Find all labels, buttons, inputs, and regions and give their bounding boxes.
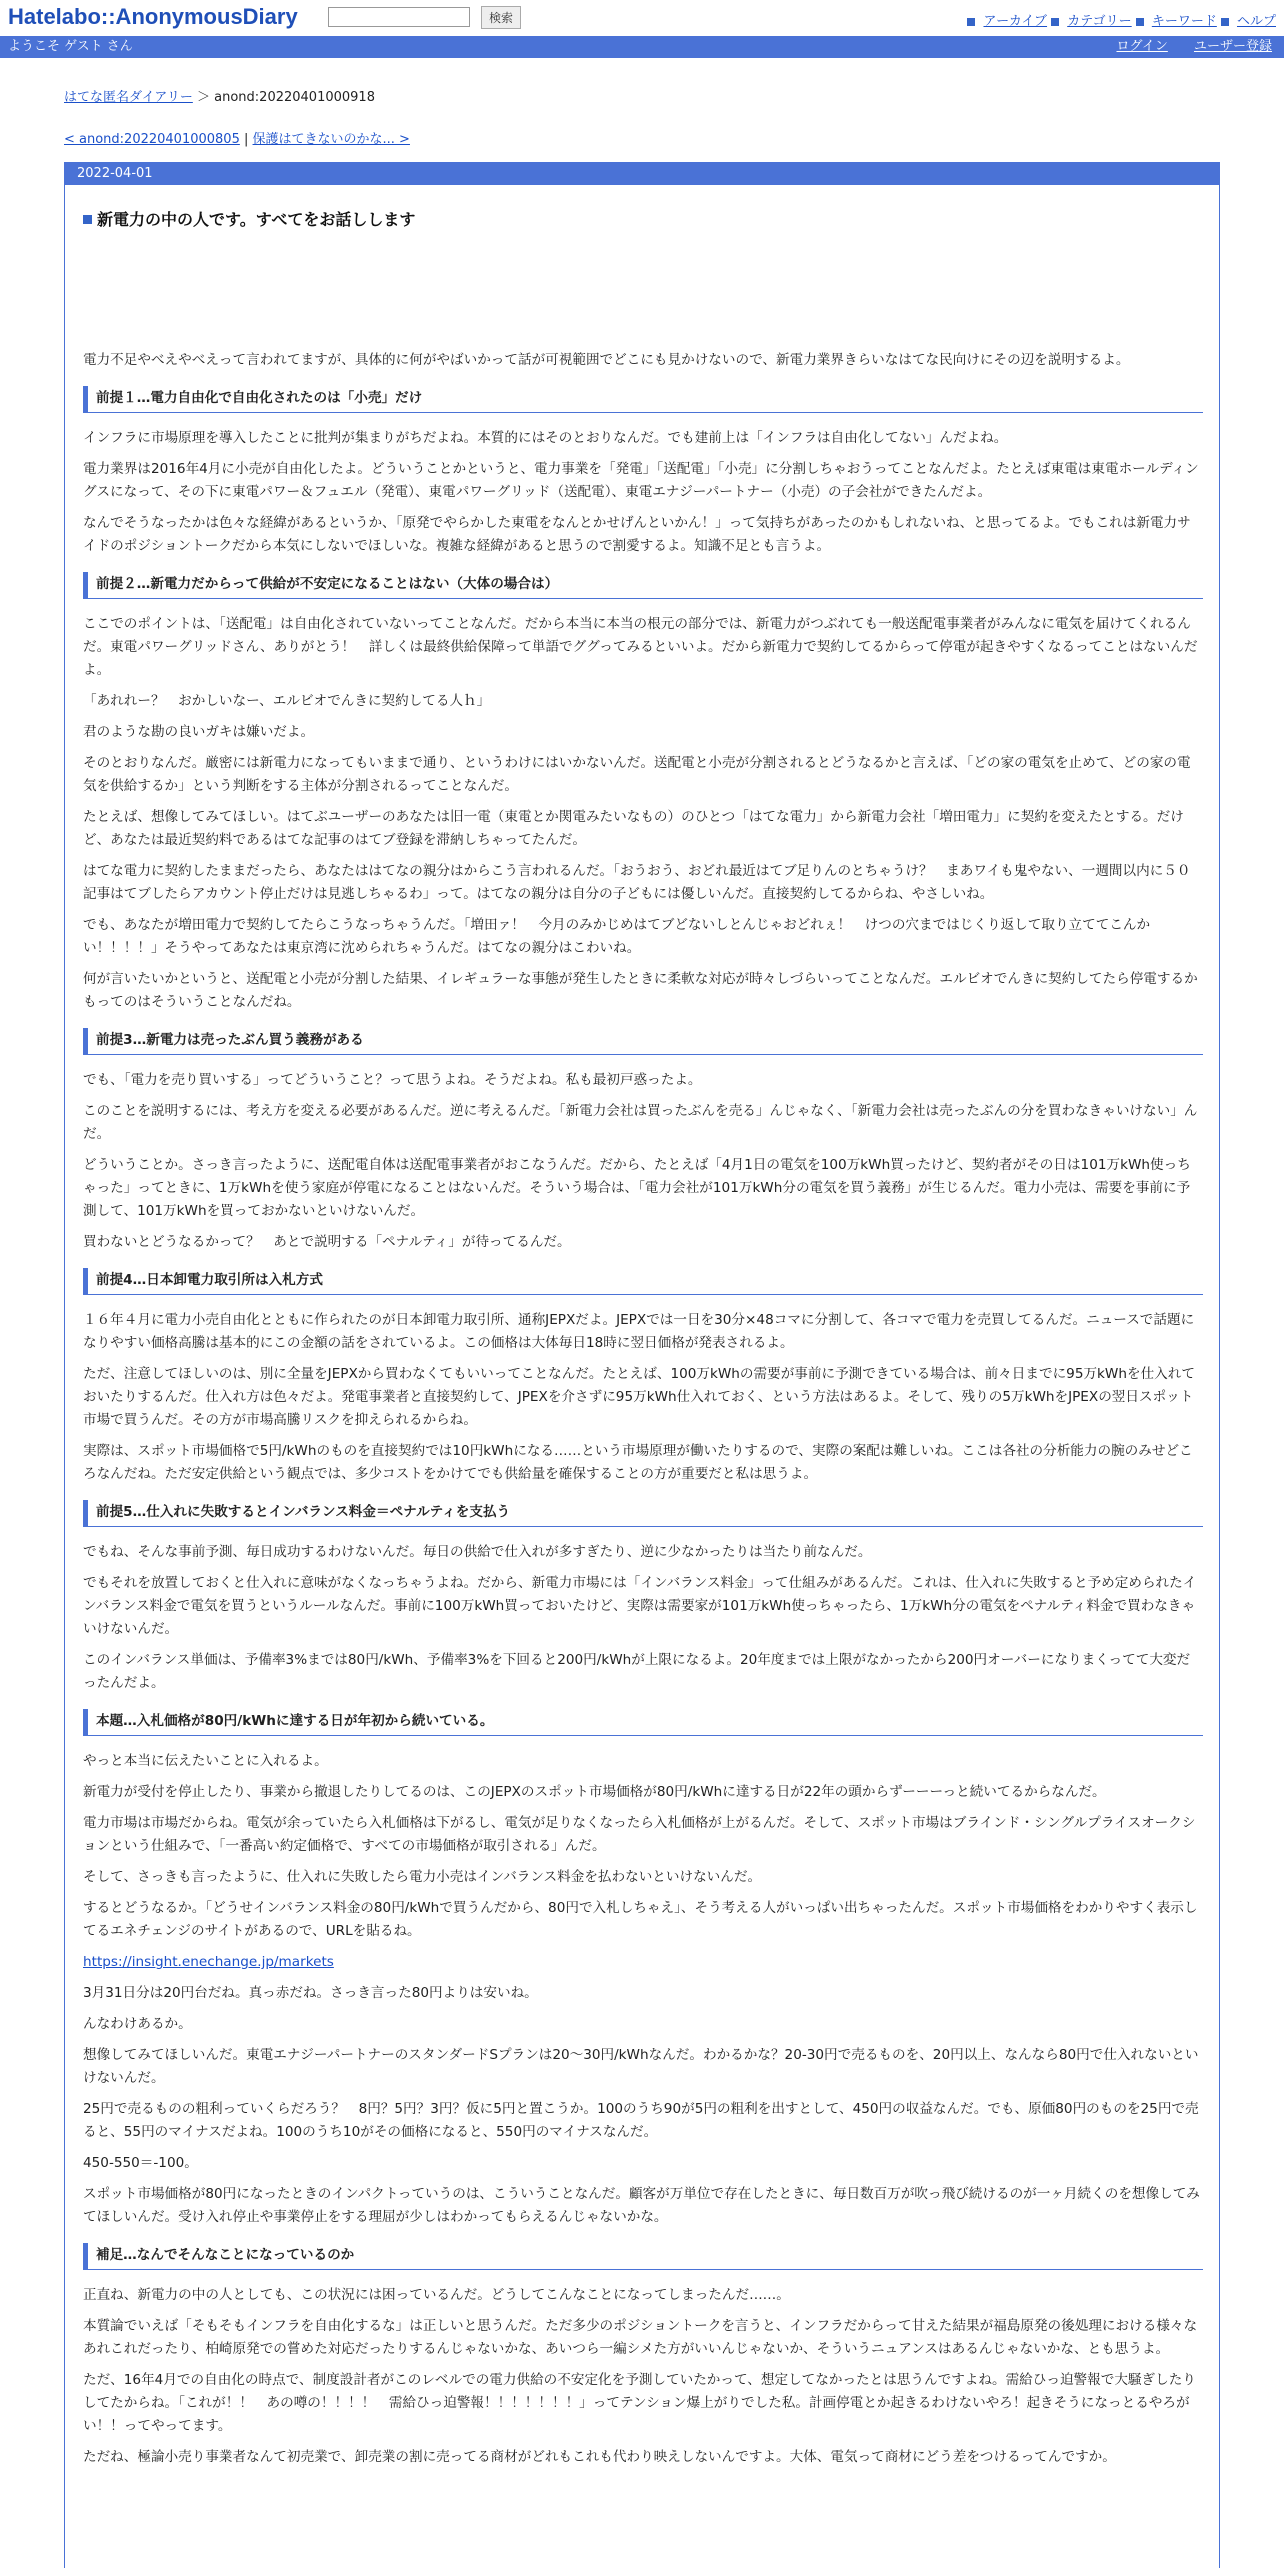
square-bullet-icon [1051,18,1059,26]
login-link[interactable]: ログイン [1116,39,1168,54]
paragraph: 25円で売るものの粗利っていくらだろう？ 8円？5円？3円？仮に5円と置こうか。100のうち90が5円の粗利を出すとして、450円の収益なんだ。でも、原価80円のものを25円で売ると、55円のマイナスだよね。100のうち10がその価格になると、550円のマイナスなんだ。 [83,2101,1199,2140]
search-input[interactable] [328,7,470,27]
external-link[interactable]: https://insight.enechange.jp/markets [83,1954,334,1970]
paragraph: ここでのポイントは、「送配電」は自由化されていないってことなんだ。だから本当に本当の根元の部分では、新電力がつぶれても一般送配電事業者がみんなに電気を届けてくれるんだ。東電パワーグリッドさん、ありがとう！ 詳しくは最終供給保障って単語でググってみるといいよ。だから新電力で契約してるからって停電が起きやすくなるってことはないんだよ。 [83,616,1198,678]
keyword-link[interactable]: キーワード [1151,14,1217,29]
paragraph: 電力市場は市場だからね。電気が余っていたら入札価格は下がるし、電気が足りなくなったら入札価格が上がるんだ。そして、スポット市場はブラインド・シングルプライスオークションという仕組みで、「一番高い約定価格で、すべての市場価格が取引される」んだ。 [83,1815,1196,1854]
section-heading: 前提5…仕入れに失敗するとインバランス料金＝ペナルティを支払う [83,1500,1203,1527]
entry-title-text: 新電力の中の人です。すべてをお話しします [97,210,416,229]
top-links [967,10,1276,29]
section-heading: 本題…入札価格が80円/kWhに達する日が年初から続いている。 [83,1709,1203,1736]
paragraph: １６年４月に電力小売自由化とともに作られたのが日本卸電力取引所、通称JEPXだよ。JEPXでは一日を30分×48コマに分割して、各コマで電力を売買してるんだ。ニュースで話題になりやすい価格高騰は基本的にこの金額の話をされているよ。この価格は大体毎日18時に翌日価格が発表されるよ。 [83,1312,1195,1351]
paragraph: なんでそうなったかは色々な経緯があるというか、「原発でやらかした東電をなんとかせげんといかん！」って気持ちがあったのかもしれないね、と思ってるよ。でもこれは新電力サイドのポジショントークだから本気にしないでほしいな。複雑な経緯があると思うので割愛するよ。知識不足とも言うよ。 [83,515,1191,554]
paragraph: 450-550＝-100。 [83,2155,198,2171]
square-bullet-icon[interactable] [83,215,92,224]
paragraph: ただ、16年4月での自由化の時点で、制度設計者がこのレベルでの電力供給の不安定化を予測していたかって、想定してなかったとは思うんですよね。需給ひっ迫警報で大騒ぎしたりしてたからね。「これが！！ あの噂の！！！！ 需給ひっ迫警報！！！！！！！」ってテンション爆上がりでした私。計画停電とか起きるわけないやろ！起きそうになっとるやろがい！！ってやってます。 [83,2372,1196,2434]
paragraph: たとえば、想像してみてほしい。はてぶユーザーのあなたは旧一電（東電とか関電みたいなもの）のひとつ「はてな電力」から新電力会社「増田電力」に契約を変えたとする。だけど、あなたは最近契約料であるはてな記事のはてブ登録を滞納しちゃってたんだ。 [83,809,1184,848]
paragraph: ただ、注意してほしいのは、別に全量をJEPXから買わなくてもいいってことなんだ。たとえば、100万kWhの需要が事前に予測できている場合は、前々日までに95万kWhを仕入れておいたりするんだ。仕入れ方は色々だよ。発電事業者と直接契約して、JPEXを介さずに95万kWh仕入れておく、という方法はあるよ。そして、残りの5万kWhをJPEXの翌日スポット市場で買うんだ。その方が市場高騰リスクを抑えられるからね。 [83,1366,1195,1428]
section-heading: 前提3…新電力は売ったぶん買う義務がある [83,1028,1203,1055]
paragraph: 3月31日分は20円台だね。真っ赤だね。さっき言った80円よりは安いね。 [83,1985,538,2001]
pager-separator: | [244,132,249,147]
account-links [1094,36,1272,58]
paragraph: 「あれれー？ おかしいなー、エルビオでんきに契約してる人ｈ」 [83,693,491,709]
paragraph: ただね、極論小売り事業者なんて初売業で、卸売業の割に売ってる商材がどれもこれも代わり映えしないんですよ。大体、電気って商材にどう差をつけるってんですか。 [83,2449,1116,2465]
paragraph: 正直ね、新電力の中の人としても、この状況には困っているんだ。どうしてこんなことになってしまったんだ……。 [83,2287,790,2303]
paragraph: でも、あなたが増田電力で契約してたらこうなっちゃうんだ。「増田ァ！ 今月のみかじめはてブどないしとんじゃおどれぇ！ けつの穴まではじくり返して取り立ててこんかい！！！！」そうやってあなたは東京湾に沈められちゃうんだ。はてなの親分はこわいね。 [83,917,1151,956]
square-bullet-icon [1221,18,1229,26]
prev-entry-link[interactable]: < anond:20220401000805 [64,132,240,147]
paragraph: でも、「電力を売り買いする」ってどういうこと？って思うよね。そうだよね。私も最初戸惑ったよ。 [83,1072,702,1088]
paragraph: 新電力が受付を停止したり、事業から撤退したりしてるのは、このJEPXのスポット市場価格が80円/kWhに達する日が22年の頭からずーーーっと続いてるからなんだ。 [83,1784,1106,1800]
section-heading: 前提１…電力自由化で自由化されたのは「小売」だけ [83,386,1203,413]
section-heading: 前提２…新電力だからって供給が不安定になることはない（大体の場合は） [83,572,1203,599]
square-bullet-icon [1136,18,1144,26]
paragraph: このことを説明するには、考え方を変える必要があるんだ。逆に考えるんだ。「新電力会社は買ったぶんを売る」んじゃなく、「新電力会社は売ったぶんの分を買わなきゃいけない」んだ。 [83,1103,1198,1142]
entry-title [83,207,415,230]
paragraph: そして、さっきも言ったように、仕入れに失敗したら電力小売はインバランス料金を払わないといけないんだ。 [83,1869,762,1885]
archive-link[interactable]: アーカイブ [983,14,1048,29]
paragraph: でもそれを放置しておくと仕入れに意味がなくなっちゃうよね。だから、新電力市場には「インバランス料金」って仕組みがあるんだ。これは、仕入れに失敗すると予め定められたインバランス料金で電気を買うというルールなんだ。事前に100万kWh買っておいたけど、実際は需要家が101万kWh使っちゃったら、1万kWh分の電気をペナルティ料金で買わなきゃいけないんだ。 [83,1575,1197,1637]
paragraph: どういうことか。さっき言ったように、送配電自体は送配電事業者がおこなうんだ。だから、たとえば「4月1日の電気を100万kWh買ったけど、契約者がその日は101万kWh使っちゃった」ってときに、1万kWhを使う家庭が停電になることはないんだ。そういう場合は、「電力会社が101万kWh分の電気を買う義務」が生じるんだ。電力小売は、需要を事前に予測して、101万kWhを買っておかないといけないんだ。 [83,1157,1191,1219]
diary-day [64,162,1220,2568]
square-bullet-icon [967,18,975,26]
paragraph: 電力不足やべえやべえって言われてますが、具体的に何がやばいかって話が可視範囲でどこにも見かけないので、新電力業界きらいなはてな民向けにその辺を説明するよ。 [83,352,1130,368]
paragraph: 想像してみてほしいんだ。東電エナジーパートナーのスタンダードSプランは20～30円/kWhなんだ。わかるかな？20-30円で売るものを、20円以上、なんなら80円で仕入れないといけないんだ。 [83,2047,1199,2086]
welcome-text: ようこそ ゲスト さん [8,39,133,54]
paragraph: 買わないとどうなるかって？ あとで説明する「ペナルティ」が待ってるんだ。 [83,1234,571,1250]
section-heading: 前提4…日本卸電力取引所は入札方式 [83,1268,1203,1295]
breadcrumb [64,86,375,105]
paragraph: 君のような勘の良いガキは嫌いだよ。 [83,724,315,740]
search-button[interactable]: 検索 [481,6,521,29]
paragraph: スポット市場価格が80円になったときのインパクトっていうのは、こういうことなんだ。顧客が万単位で存在したときに、毎日数百万が吹っ飛び続けるのが一ヶ月続くのを想像してみてほしいんだ。受け入れ停止や事業停止をする理屈が少しはわかってもらえるんじゃないかな。 [83,2186,1200,2225]
entry-body [83,349,1203,2477]
paragraph: インフラに市場原理を導入したことに批判が集まりがちだよね。本質的にはそのとおりなんだ。でも建前上は「インフラは自由化してない」んだよね。 [83,430,1008,446]
link-paragraph [83,1951,1203,1974]
paragraph: 実際は、スポット市場価格で5円/kWhのものを直接契約では10円kWhになる……という市場原理が働いたりするので、実際の案配は難しいね。ここは各社の分析能力の腕のみせどころなんだね。ただ安定供給という観点では、多少コストをかけてでも供給量を確保することの方が重要だと私は思うよ。 [83,1443,1193,1482]
user-bar [0,36,1284,58]
paragraph: 何が言いたいかというと、送配電と小売が分割した結果、イレギュラーな事態が発生したときに柔軟な対応が時々しづらいってことなんだ。エルビオでんきに契約してたら停電するかもってのはそういうことなんだね。 [83,971,1198,1010]
section-heading: 補足…なんでそんなことになっているのか [83,2243,1203,2270]
paragraph: やっと本当に伝えたいことに入れるよ。 [83,1753,328,1769]
paragraph: するとどうなるか。「どうせインバランス料金の80円/kWhで買うんだから、80円で入札しちゃえ」、そう考える人がいっぱい出ちゃったんだ。スポット市場価格をわかりやすく表示してるエネチェンジのサイトがあるので、URLを貼るね。 [83,1900,1198,1939]
category-link[interactable]: カテゴリー [1067,14,1132,29]
top-bar [0,0,1284,36]
paragraph: でもね、そんな事前予測、毎日成功するわけないんだ。毎日の供給で仕入れが多すぎたり、逆に少なかったりは当たり前なんだ。 [83,1544,872,1560]
paragraph: そのとおりなんだ。厳密には新電力になってもいままで通り、というわけにはいかないんだ。送配電と小売が分割されるとどうなるかと言えば、「どの家の電気を止めて、どの家の電気を供給するか」という判断をする主体が分割されるってことなんだ。 [83,755,1191,794]
breadcrumb-separator: ＞ [196,90,210,105]
help-link[interactable]: ヘルプ [1236,14,1276,29]
paragraph: はてな電力に契約したままだったら、あなたははてなの親分はからこう言われるんだ。「おうおう、おどれ最近はてブ足りんのとちゃうけ？ まあワイも鬼やない、一週間以内に５０記事はてブしたらアカウント停止だけは見逃しちゃるわ」って。はてなの親分は自分の子どもには優しいんだ。直接契約してるからね、やさしいね。 [83,863,1191,902]
entry-pager [64,128,410,147]
breadcrumb-home[interactable]: はてな匿名ダイアリー [64,90,193,105]
register-link[interactable]: ユーザー登録 [1193,39,1272,54]
next-entry-link[interactable]: 保護はてきないのかな... > [252,132,410,147]
breadcrumb-current: anond:20220401000918 [214,90,375,105]
paragraph: 電力業界は2016年4月に小売が自由化したよ。どういうことかというと、電力事業を「発電」「送配電」「小売」に分割しちゃおうってことなんだよ。たとえば東電は東電ホールディングスになって、その下に東電パワー＆フュエル（発電）、東電パワーグリッド（送配電）、東電エナジーパートナー（小売）の子会社ができたんだよ。 [83,461,1199,500]
paragraph: このインバランス単価は、予備率3%までは80円/kWh、予備率3%を下回ると200円/kWhが上限になるよ。20年度までは上限がなかったから200円オーバーになりまくってて大変だったんだよ。 [83,1652,1191,1691]
day-date: 2022-04-01 [65,163,1219,185]
site-logo[interactable]: Hatelabo::AnonymousDiary [8,4,298,29]
paragraph: 本質論でいえば「そもそもインフラを自由化するな」は正しいと思うんだ。ただ多少のポジショントークを言うと、インフラだからって甘えた結果が福島原発の後処理における様々なあれこれだったり、柏崎原発での嘗めた対応だったりするんじゃないかな、あいつら一編シメた方がいいんじゃないか、そういうニュアンスはあるんじゃないかな、とも思うよ。 [83,2318,1198,2357]
paragraph: んなわけあるか。 [83,2016,192,2032]
